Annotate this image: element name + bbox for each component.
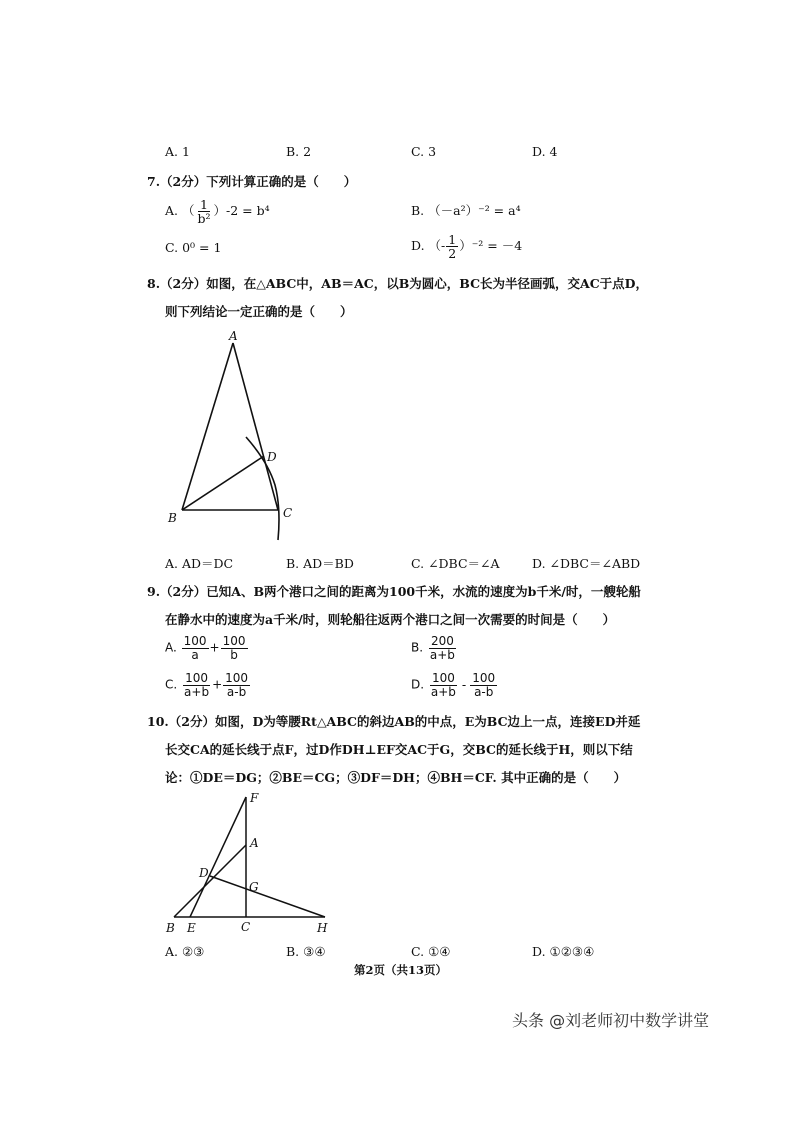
q10-label-a: A [250, 836, 259, 850]
q7-option-c: C. 0⁰ = 1 [165, 240, 222, 255]
q9-option-a [165, 635, 249, 661]
q9-d-d1: a+b [430, 684, 456, 699]
q7-d-label: D. （- [411, 238, 446, 254]
q9-b-n1: 200 [430, 634, 454, 648]
q7-stem: 7.（2分）下列计算正确的是（ ） [147, 174, 357, 189]
q9-c-n1: 100 [185, 671, 208, 685]
q6-option-c: C. 3 [411, 144, 437, 159]
q8-label-a: A [229, 329, 238, 343]
q9-b-label: B. [411, 640, 424, 655]
q9-c-op: + [212, 677, 223, 692]
q8-label-b: B [168, 511, 177, 525]
q9-d-n1: 100 [431, 671, 455, 685]
q8-option-b: B. AD＝BD [286, 556, 354, 571]
q10-line-ba [174, 845, 246, 917]
q7-d-num: 1 [448, 232, 457, 247]
q6-option-d: D. 4 [532, 144, 558, 159]
q8-side-ac [233, 343, 278, 510]
q7-a-label: A. [165, 203, 179, 219]
q10-option-a: A. ②③ [165, 944, 205, 959]
q10-label-g: G [249, 880, 259, 894]
q9-c-n2: 100 [225, 671, 249, 685]
q10-label-h: H [317, 921, 328, 935]
q9-a-op: + [209, 640, 220, 655]
q6-option-b: B. 2 [286, 144, 312, 159]
q10-label-f: F [250, 791, 259, 805]
q10-stem-line1: 10.（2分）如图，D为等腰Rt△ABC的斜边AB的中点，E为BC边上一点，连接ED并延 [147, 714, 641, 729]
q7-a-rest: -2 = b⁴ [226, 203, 270, 219]
q9-c-d2: a-b [226, 684, 247, 699]
q8-arc [246, 437, 279, 540]
q10-label-b: B [166, 921, 175, 935]
q8-side-ab [182, 343, 233, 510]
q10-stem-line3: 论：①DE＝DG；②BE＝CG；③DF＝DH；④BH＝CF. 其中正确的是（ ） [165, 770, 627, 785]
q9-a-d2: b [230, 647, 238, 662]
q9-stem-line1: 9.（2分）已知A、B两个港口之间的距离为100千米，水流的速度为b千米/时，一艘轮船 [147, 584, 641, 599]
q7-option-a: A. （ $\frac{1}{\text{b²}}$ ）-2 = b⁴ [165, 197, 270, 227]
q9-a-label: A. [165, 640, 177, 655]
q10-option-c: C. ①④ [411, 944, 451, 959]
q9-d-n2: 100 [472, 671, 496, 685]
q10-stem-line2: 长交CA的延长线于点F，过D作DH⊥EF交AC于G，交BC的延长线于H，则以下结 [165, 742, 633, 757]
q7-a-den: b² [197, 211, 211, 227]
q10-label-e: E [187, 921, 196, 935]
q7-option-b: B. （－a²）⁻² = a⁴ [411, 203, 521, 218]
q9-option-d [411, 672, 498, 698]
q10-label-d: D [199, 866, 209, 880]
q7-option-d [411, 233, 522, 260]
q9-a-n1: 100 [183, 634, 207, 648]
q9-d-op: - [461, 677, 467, 692]
q10-line-dh [210, 876, 325, 917]
q9-d-d2: a-b [474, 684, 494, 699]
q9-c-label: C. [165, 677, 178, 692]
q8-segment-bd [182, 456, 264, 510]
q8-option-d: D. ∠DBC＝∠ABD [532, 556, 641, 571]
q9-c-d1: a+b [184, 684, 210, 699]
q9-b-d1: a+b [429, 647, 455, 662]
q9-a-d1: a [191, 647, 199, 662]
q7-d-den: 2 [448, 246, 457, 262]
q8-stem-line1: 8.（2分）如图，在△ABC中，AB＝AC，以B为圆心，BC长为半径画弧，交AC于点D， [147, 276, 649, 291]
q8-label-d: D [267, 450, 277, 464]
q8-option-c: C. ∠DBC＝∠A [411, 556, 500, 571]
q9-a-n2: 100 [222, 634, 246, 648]
q8-label-c: C [283, 506, 293, 520]
q8-option-a: A. AD＝DC [165, 556, 234, 571]
q7-a-num: 1 [200, 197, 208, 212]
q9-stem-line2: 在静水中的速度为a千米/时，则轮船往返两个港口之间一次需要的时间是（ ） [165, 612, 616, 627]
q9-option-c [165, 672, 251, 698]
q10-line-ef [190, 797, 246, 917]
q9-option-b [411, 635, 458, 661]
q9-d-label: D. [411, 677, 425, 692]
q10-option-b: B. ③④ [286, 944, 326, 959]
page-footer: 第2页（共13页） [354, 963, 448, 977]
q8-stem-line2: 则下列结论一定正确的是（ ） [165, 304, 353, 319]
watermark: 头条 @刘老师初中数学讲堂 [512, 1011, 710, 1030]
q10-option-d: D. ①②③④ [532, 944, 595, 959]
q10-label-c: C [241, 920, 251, 934]
q7-d-rest: ）⁻² = －4 [459, 238, 523, 254]
q6-option-a: A. 1 [165, 144, 190, 159]
